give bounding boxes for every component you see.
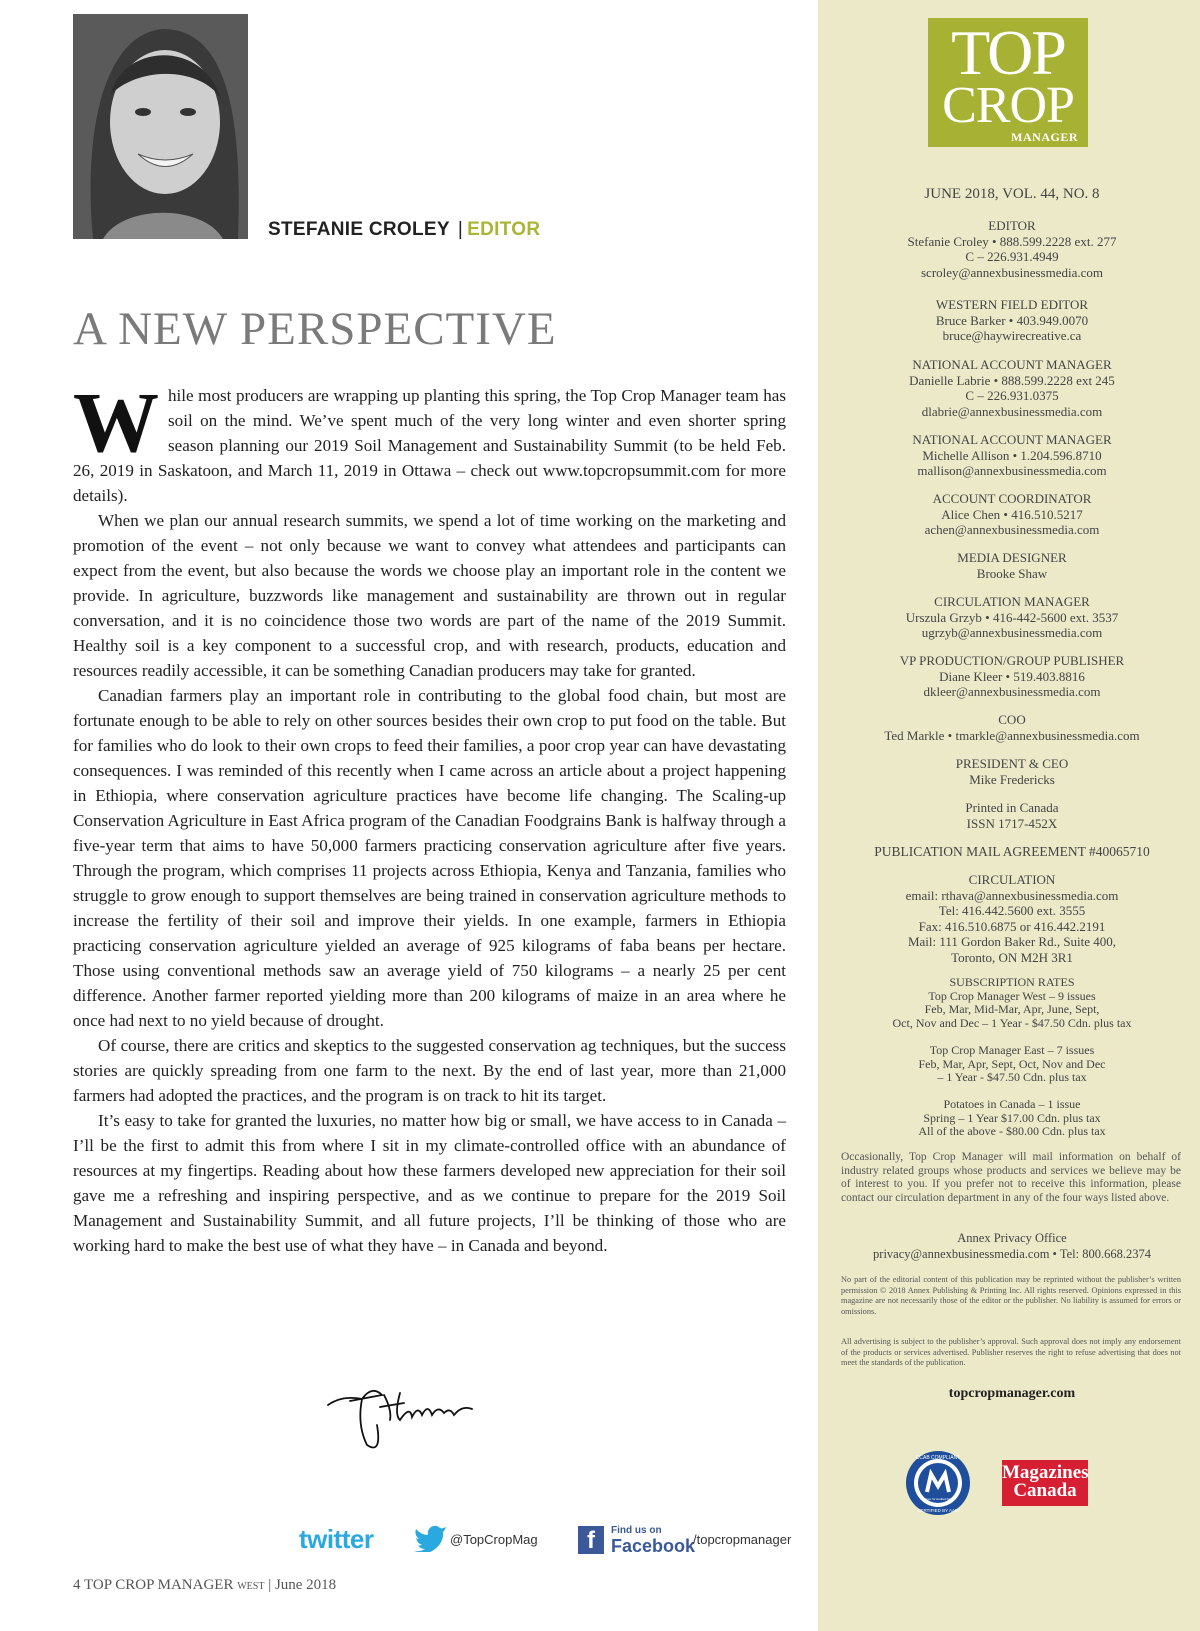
- masthead-line: Bruce Barker • 403.949.0070: [935, 312, 1089, 328]
- masthead-line: Ted Markle • tmarkle@annexbusinessmedia.com: [884, 727, 1140, 743]
- page-number: 4: [73, 1577, 81, 1593]
- twitter-handle[interactable]: @TopCropMag: [450, 1532, 538, 1547]
- masthead-title: COO: [998, 712, 1026, 727]
- page-footer: [73, 1577, 336, 1594]
- masthead-line: Mike Fredericks: [969, 771, 1055, 787]
- masthead-title: EDITOR: [988, 218, 1036, 233]
- circulation-line: Toronto, ON M2H 3R1: [951, 949, 1073, 965]
- facebook-icon[interactable]: f: [578, 1526, 604, 1554]
- masthead-title: Printed in Canada: [965, 800, 1059, 815]
- circulation-line: Fax: 416.510.6875 or 416.442.2191: [918, 918, 1106, 934]
- masthead-title: NATIONAL ACCOUNT MANAGER: [912, 432, 1112, 447]
- twitter-bird-icon: [413, 1524, 447, 1552]
- circulation-line: Tel: 416.442.5600 ext. 3555: [938, 903, 1086, 918]
- byline-role: EDITOR: [467, 219, 541, 240]
- masthead-title: VP PRODUCTION/GROUP PUBLISHER: [899, 653, 1125, 668]
- privacy-line: privacy@annexbusinessmedia.com • Tel: 800.668.2374: [873, 1246, 1151, 1261]
- advertising-notice: All advertising is subject to the publisher’s approval. Such approval does not imply any endorsement of the products or services advertised. Publisher reserves the right to refuse advertising that does not meet the standards of the publication.: [841, 1337, 1181, 1367]
- mailing-notice: Occasionally, Top Crop Manager will mail information on behalf of industry related groups whose products and services we believe may be of interest to you. If you prefer not to receive this information, please contact our circulation department in any of the four ways listed above.: [841, 1151, 1181, 1204]
- masthead-line: Danielle Labrie • 888.599.2228 ext 245: [909, 372, 1115, 388]
- article-paragraph: It’s easy to take for granted the luxuries, no matter how big or small, we have access to in Canada – I’ll be the first to admit this from where I sit in my climate-controlled office with an abundance of resources at my fingertips. Reading about how these farmers developed new appreciation for their soil gave me a refreshing and inspiring perspective, and as we continue to prepare for the 2019 Soil Management and Sustainability Summit, and all future projects, I’ll be thinking of those who are working hard to make the best use of what they have – in Canada and beyond.: [73, 1111, 786, 1255]
- subscription-line: Feb, Mar, Mid-Mar, Apr, June, Sept,: [924, 1002, 1100, 1016]
- masthead-line: Stefanie Croley • 888.599.2228 ext. 277: [907, 233, 1117, 249]
- subscription-rates-east: [842, 1044, 1182, 1085]
- facebook-handle[interactable]: /topcropmanager: [693, 1532, 792, 1547]
- masthead-line: Michelle Allison • 1.204.596.8710: [922, 447, 1102, 463]
- logo-line-top: TOP: [951, 17, 1065, 88]
- masthead-entry: [842, 653, 1182, 700]
- mc-line-2: Canada: [1013, 1480, 1077, 1501]
- masthead-entry: [842, 491, 1182, 538]
- subscription-line: – 1 Year - $47.50 Cdn. plus tax: [937, 1070, 1087, 1084]
- editor-photo: [73, 14, 248, 239]
- masthead-title: PRESIDENT & CEO: [955, 756, 1069, 771]
- twitter-logo[interactable]: twitter: [299, 1524, 374, 1554]
- article-paragraph: Canadian farmers play an important role in contributing to the global food chain, but most are fortunate enough to be able to rely on other sources besides their own crop to put food on the table. But for families who do look to their own crops to feed their families, a poor crop year can have devastating consequences. I was reminded of this recently when I came across an article about a project happening in Ethiopia, where conservation agriculture practices have become life changing. The Scaling-up Conservation Agriculture in East Africa program of the Canadian Foodgrains Bank is halfway through a five-year term that aims to have 50,000 farmers practicing conservation agriculture after five years. Through the program, which comprises 11 projects across Ethiopia, Kenya and Tanzania, families who struggle to grow enough to support themselves are being trained in conservation agriculture methods to increase the fertility of their soil and improve their yields. In one example, farmers in Ethiopia practicing conservation agriculture yielded an average of 925 kilograms of faba beans per hectare. Those using conventional methods saw an average yield of 750 kilograms – a nearly 25 per cent difference. Another farmer reported yielding more than 200 kilograms of maize in an area where he once had next to no yield because of drought.: [73, 686, 786, 1030]
- subscription-rates: [842, 976, 1182, 1030]
- subscription-line: Top Crop Manager West – 9 issues: [928, 988, 1096, 1003]
- masthead-title: ACCOUNT COORDINATOR: [932, 491, 1092, 506]
- masthead-title: WESTERN FIELD EDITOR: [935, 297, 1089, 312]
- masthead-line: C – 226.931.0375: [965, 388, 1059, 403]
- website-link[interactable]: topcropmanager.com: [948, 1386, 1076, 1401]
- aam-badge-bottom-text: CERTIFIED BY AAM: [917, 1508, 959, 1513]
- subscription-line: Oct, Nov and Dec – 1 Year - $47.50 Cdn. plus tax: [892, 1015, 1132, 1030]
- logo-line-crop: CROP: [942, 77, 1074, 134]
- subscription-title: SUBSCRIPTION RATES: [949, 975, 1075, 989]
- copyright-notice: No part of the editorial content of this publication may be reprinted without the publisher’s written permission © 2018 Annex Publishing & Printing Inc. All rights reserved. Opinions expressed in this magazine are not necessarily those of the editor or the publisher. No liability is assumed for errors or omissions.: [841, 1275, 1181, 1316]
- masthead-entry: [842, 712, 1182, 743]
- masthead-line: Urszula Grzyb • 416-442-5600 ext. 3537: [905, 609, 1119, 625]
- magazines-canada-logo: [1002, 1460, 1088, 1506]
- subscription-line: Spring – 1 Year $17.00 Cdn. plus tax: [923, 1110, 1101, 1125]
- article-paragraph: When we plan our annual research summits, we spend a lot of time working on the marketing and promotion of the event – not only because we want to convey what attendees and participants can expect from the event, but also because the words we choose play an important role in the content we provide. In agriculture, buzzwords like management and sustainability are thrown out in regular conversation, and it is no coincidence those two words are part of the name of the 2019 Summit. Healthy soil is a key component to a successful crop, and with research, products, education and resources readily accessible, it can be something Canadian producers may take for granted.: [73, 511, 786, 680]
- facebook-find-label: Find us on: [611, 1525, 662, 1536]
- footer-date: | June 2018: [268, 1577, 337, 1593]
- masthead-title: NATIONAL ACCOUNT MANAGER: [912, 357, 1112, 372]
- masthead-line: Diane Kleer • 519.403.8816: [939, 668, 1085, 684]
- subscription-line: Feb, Mar, Apr, Sept, Oct, Nov and Dec: [918, 1056, 1106, 1071]
- masthead-entry: [842, 594, 1182, 641]
- aam-badge-mid-text: Alliance for Audited Media: [920, 1497, 956, 1501]
- masthead-line: C – 226.931.4949: [965, 249, 1059, 264]
- masthead-title: MEDIA DESIGNER: [957, 550, 1067, 565]
- paragraph-text: hile most producers are wrapping up planting this spring, the Top Crop Manager team has soil on the mind. We’ve spent much of the very long winter and even shorter spring season planning our 2019 Soil Management and Sustainability Summit (to be held Feb. 26, 2019 in Saskatoon, and March 11, 2019 in Ottawa – check out www.topcropsummit.com for more details).: [73, 386, 786, 505]
- editor-signature: [322, 1365, 482, 1455]
- masthead-line: ugrzyb@annexbusinessmedia.com: [921, 625, 1103, 640]
- privacy-office: [842, 1231, 1182, 1262]
- masthead-line: Alice Chen • 416.510.5217: [941, 506, 1083, 522]
- subscription-rates-potatoes: [842, 1098, 1182, 1139]
- subscription-line: Potatoes in Canada – 1 issue: [943, 1097, 1081, 1111]
- privacy-title: Annex Privacy Office: [957, 1231, 1067, 1245]
- footer-edition: WEST: [237, 1581, 265, 1592]
- masthead-entry: [842, 297, 1182, 344]
- masthead-entry: [842, 357, 1182, 419]
- publication-mail-agreement: PUBLICATION MAIL AGREEMENT #40065710: [874, 844, 1150, 859]
- masthead-entry: [842, 432, 1182, 479]
- logo-line-manager: MANAGER: [1011, 130, 1078, 144]
- article-paragraph: Of course, there are critics and skeptics to the suggested conservation ag techniques, but the success stories are quickly spreading from one farm to the next. By the end of last year, more than 21,000 farmers had adopted the practices, and the program is on track to hit its target.: [73, 1036, 786, 1105]
- circulation-block: [842, 872, 1182, 965]
- masthead-line: scroley@annexbusinessmedia.com: [920, 264, 1103, 280]
- article-title: A NEW PERSPECTIVE: [73, 303, 557, 355]
- masthead-title: CIRCULATION MANAGER: [934, 594, 1090, 609]
- byline: [268, 219, 540, 241]
- masthead-line: dkleer@annexbusinessmedia.com: [923, 684, 1101, 699]
- circulation-line: Mail: 111 Gordon Baker Rd., Suite 400,: [907, 934, 1117, 949]
- masthead-entry: [842, 218, 1182, 280]
- masthead-line: achen@annexbusinessmedia.com: [924, 522, 1100, 537]
- masthead-line: dlabrie@annexbusinessmedia.com: [921, 403, 1103, 419]
- byline-name: STEFANIE CROLEY: [268, 219, 450, 240]
- circulation-title: CIRCULATION: [968, 872, 1056, 887]
- masthead-line: ISSN 1717-452X: [966, 815, 1058, 831]
- subscription-line: Top Crop Manager East – 7 issues: [929, 1043, 1095, 1057]
- article-body: [73, 374, 786, 1258]
- mc-line-1: Magazines: [1002, 1462, 1089, 1483]
- footer-magazine: TOP CROP MANAGER: [83, 1577, 234, 1593]
- facebook-wordmark[interactable]: Facebook: [611, 1536, 696, 1556]
- top-crop-manager-logo: [928, 18, 1088, 147]
- circulation-line: email: rthava@annexbusinessmedia.com: [905, 887, 1119, 903]
- masthead-entry: [842, 550, 1182, 581]
- masthead-line: bruce@haywirecreative.ca: [942, 328, 1082, 343]
- masthead-entry: [842, 756, 1182, 787]
- byline-separator: |: [457, 219, 464, 240]
- masthead-entry: [842, 800, 1182, 831]
- masthead-line: mallison@annexbusinessmedia.com: [917, 463, 1107, 478]
- issue-info: JUNE 2018, VOL. 44, NO. 8: [924, 186, 1100, 202]
- aam-badge-top-text: CCAB COMPLIANT: [915, 1455, 961, 1461]
- article-paragraph: [73, 374, 786, 508]
- aam-badge-icon: [905, 1450, 971, 1516]
- masthead-line: Brooke Shaw: [976, 565, 1048, 581]
- drop-cap: W: [73, 374, 159, 470]
- subscription-line: All of the above - $80.00 Cdn. plus tax: [918, 1124, 1106, 1138]
